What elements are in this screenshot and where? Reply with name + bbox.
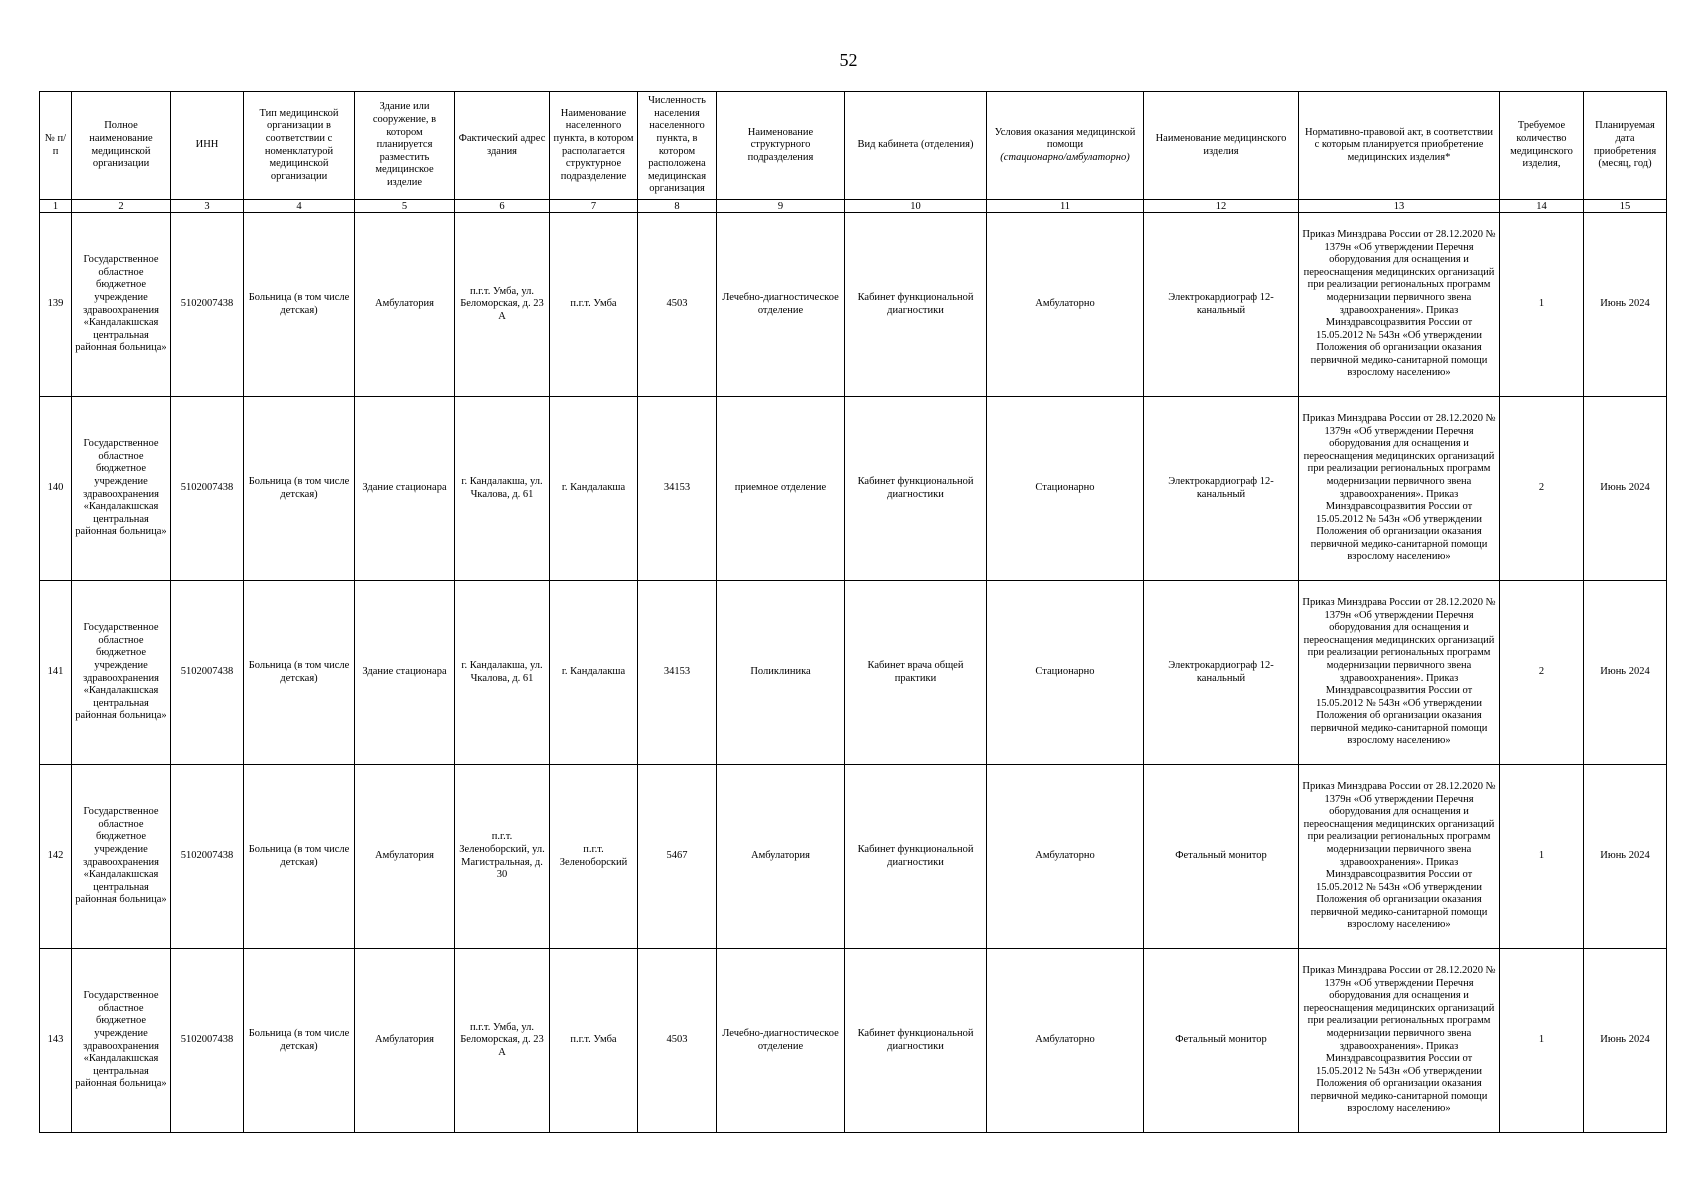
column-number: 6 [455,200,550,213]
header-cell-address: Фактический адрес здания [455,92,550,200]
header-row [40,92,1667,200]
cell-qty: 2 [1500,581,1584,765]
header-cell-device: Наименование медицинского изделия [1144,92,1299,200]
cell-num: 139 [40,213,72,397]
header-cell-num: № п/п [40,92,72,200]
cell-address: г. Кандалакша, ул. Чкалова, д. 61 [455,397,550,581]
cell-unit: Поликлиника [717,581,845,765]
cell-num: 142 [40,765,72,949]
header-cell-law: Нормативно-правовой акт, в соответствии с которым планируется приобретение медицинских изделия* [1299,92,1500,200]
cell-org: Государственное областное бюджетное учреждение здравоохранения «Кандалакшская центральная районная больница» [72,765,171,949]
cell-inn: 5102007438 [171,397,244,581]
cell-unit: Лечебно-диагностическое отделение [717,949,845,1133]
cell-num: 141 [40,581,72,765]
cell-qty: 2 [1500,397,1584,581]
cell-type: Больница (в том числе детская) [244,213,355,397]
header-cell-inn: ИНН [171,92,244,200]
cell-law: Приказ Минздрава России от 28.12.2020 № 1379н «Об утверждении Перечня оборудования для оснащения и переоснащения медицинских организаций при реализации региональных программ модернизации первичного звена здравоохранения». Приказ Минздравсоцразвития России от 15.05.2012 № 543н «Об утверждении Положения об организации оказания первичной медико-санитарной помощи взрослому населению» [1299,397,1500,581]
cell-date: Июнь 2024 [1584,765,1667,949]
column-number-row [40,200,1667,213]
cell-device: Фетальный монитор [1144,765,1299,949]
cell-locality: п.г.т. Зеленоборский [550,765,638,949]
cell-conditions: Амбулаторно [987,765,1144,949]
column-number: 11 [987,200,1144,213]
cell-building: Здание стационара [355,581,455,765]
header-cell-org: Полное наименование медицинской организации [72,92,171,200]
cell-locality: п.г.т. Умба [550,213,638,397]
column-number: 14 [1500,200,1584,213]
cell-population: 4503 [638,213,717,397]
cell-inn: 5102007438 [171,949,244,1133]
header-cell-building: Здание или сооружение, в котором планируется разместить медицинское изделие [355,92,455,200]
cell-org: Государственное областное бюджетное учреждение здравоохранения «Кандалакшская центральная районная больница» [72,581,171,765]
cell-num: 143 [40,949,72,1133]
cell-unit: Лечебно-диагностическое отделение [717,213,845,397]
cell-locality: п.г.т. Умба [550,949,638,1133]
cell-locality: г. Кандалакша [550,397,638,581]
cell-date: Июнь 2024 [1584,397,1667,581]
header-cell-locality: Наименование населенного пункта, в котором располагается структурное подразделение [550,92,638,200]
column-number: 9 [717,200,845,213]
cell-date: Июнь 2024 [1584,213,1667,397]
cell-building: Амбулатория [355,213,455,397]
cell-device: Фетальный монитор [1144,949,1299,1133]
cell-population: 4503 [638,949,717,1133]
cell-qty: 1 [1500,213,1584,397]
cell-inn: 5102007438 [171,765,244,949]
cell-device: Электрокардиограф 12-канальный [1144,581,1299,765]
header-cell-conditions [987,92,1144,200]
cell-locality: г. Кандалакша [550,581,638,765]
cell-law: Приказ Минздрава России от 28.12.2020 № 1379н «Об утверждении Перечня оборудования для оснащения и переоснащения медицинских организаций при реализации региональных программ модернизации первичного звена здравоохранения». Приказ Минздравсоцразвития России от 15.05.2012 № 543н «Об утверждении Положения об организации оказания первичной медико-санитарной помощи взрослому населению» [1299,581,1500,765]
page-number: 52 [839,50,858,70]
cell-org: Государственное областное бюджетное учреждение здравоохранения «Кандалакшская центральная районная больница» [72,949,171,1133]
header-cell-unit: Наименование структурного подразделения [717,92,845,200]
header-cell-population: Численность населения населенного пункта, в котором расположена медицинская организация [638,92,717,200]
cell-qty: 1 [1500,765,1584,949]
header-conditions-label: Условия оказания медицинской помощи [994,126,1136,151]
cell-address: п.г.т. Умба, ул. Беломорская, д. 23 А [455,949,550,1133]
table-row [40,581,1667,765]
header-conditions-note: (стационарно/амбулаторно) [1000,151,1130,163]
cell-building: Здание стационара [355,397,455,581]
header-cell-qty: Требуемое количество медицинского изделия, [1500,92,1584,200]
cell-law: Приказ Минздрава России от 28.12.2020 № 1379н «Об утверждении Перечня оборудования для оснащения и переоснащения медицинских организаций при реализации региональных программ модернизации первичного звена здравоохранения». Приказ Минздравсоцразвития России от 15.05.2012 № 543н «Об утверждении Положения об организации оказания первичной медико-санитарной помощи взрослому населению» [1299,949,1500,1133]
column-number: 13 [1299,200,1500,213]
cell-inn: 5102007438 [171,213,244,397]
cell-building: Амбулатория [355,765,455,949]
cell-qty: 1 [1500,949,1584,1133]
cell-cabinet: Кабинет функциональной диагностики [845,397,987,581]
cell-date: Июнь 2024 [1584,581,1667,765]
equipment-table [39,91,1667,1133]
table-row [40,765,1667,949]
column-number: 15 [1584,200,1667,213]
cell-address: г. Кандалакша, ул. Чкалова, д. 61 [455,581,550,765]
cell-unit: Амбулатория [717,765,845,949]
cell-law: Приказ Минздрава России от 28.12.2020 № 1379н «Об утверждении Перечня оборудования для оснащения и переоснащения медицинских организаций при реализации региональных программ модернизации первичного звена здравоохранения». Приказ Минздравсоцразвития России от 15.05.2012 № 543н «Об утверждении Положения об организации оказания первичной медико-санитарной помощи взрослому населению» [1299,765,1500,949]
table-row [40,949,1667,1133]
table-row [40,397,1667,581]
cell-org: Государственное областное бюджетное учреждение здравоохранения «Кандалакшская центральная районная больница» [72,397,171,581]
header-cell-date: Планируемая дата приобретения (месяц, год) [1584,92,1667,200]
column-number: 12 [1144,200,1299,213]
cell-num: 140 [40,397,72,581]
column-number: 1 [40,200,72,213]
column-number: 3 [171,200,244,213]
cell-cabinet: Кабинет функциональной диагностики [845,949,987,1133]
cell-population: 34153 [638,397,717,581]
column-number: 5 [355,200,455,213]
cell-device: Электрокардиограф 12-канальный [1144,213,1299,397]
cell-population: 5467 [638,765,717,949]
cell-org: Государственное областное бюджетное учреждение здравоохранения «Кандалакшская центральная районная больница» [72,213,171,397]
cell-population: 34153 [638,581,717,765]
cell-conditions: Стационарно [987,581,1144,765]
cell-building: Амбулатория [355,949,455,1133]
cell-date: Июнь 2024 [1584,949,1667,1133]
cell-inn: 5102007438 [171,581,244,765]
header-cell-type: Тип медицинской организации в соответствии с номенклатурой медицинской организации [244,92,355,200]
header-cell-cabinet: Вид кабинета (отделения) [845,92,987,200]
cell-unit: приемное отделение [717,397,845,581]
column-number: 10 [845,200,987,213]
cell-cabinet: Кабинет функциональной диагностики [845,765,987,949]
cell-cabinet: Кабинет врача общей практики [845,581,987,765]
cell-type: Больница (в том числе детская) [244,949,355,1133]
column-number: 8 [638,200,717,213]
cell-conditions: Стационарно [987,397,1144,581]
cell-address: п.г.т. Зеленоборский, ул. Магистральная, д. 30 [455,765,550,949]
column-number: 2 [72,200,171,213]
cell-cabinet: Кабинет функциональной диагностики [845,213,987,397]
cell-device: Электрокардиограф 12-канальный [1144,397,1299,581]
cell-conditions: Амбулаторно [987,213,1144,397]
cell-type: Больница (в том числе детская) [244,581,355,765]
cell-conditions: Амбулаторно [987,949,1144,1133]
cell-type: Больница (в том числе детская) [244,765,355,949]
column-number: 4 [244,200,355,213]
table-row [40,213,1667,397]
column-number: 7 [550,200,638,213]
cell-address: п.г.т. Умба, ул. Беломорская, д. 23 А [455,213,550,397]
cell-law: Приказ Минздрава России от 28.12.2020 № 1379н «Об утверждении Перечня оборудования для оснащения и переоснащения медицинских организаций при реализации региональных программ модернизации первичного звена здравоохранения». Приказ Минздравсоцразвития России от 15.05.2012 № 543н «Об утверждении Положения об организации оказания первичной медико-санитарной помощи взрослому населению» [1299,213,1500,397]
cell-type: Больница (в том числе детская) [244,397,355,581]
